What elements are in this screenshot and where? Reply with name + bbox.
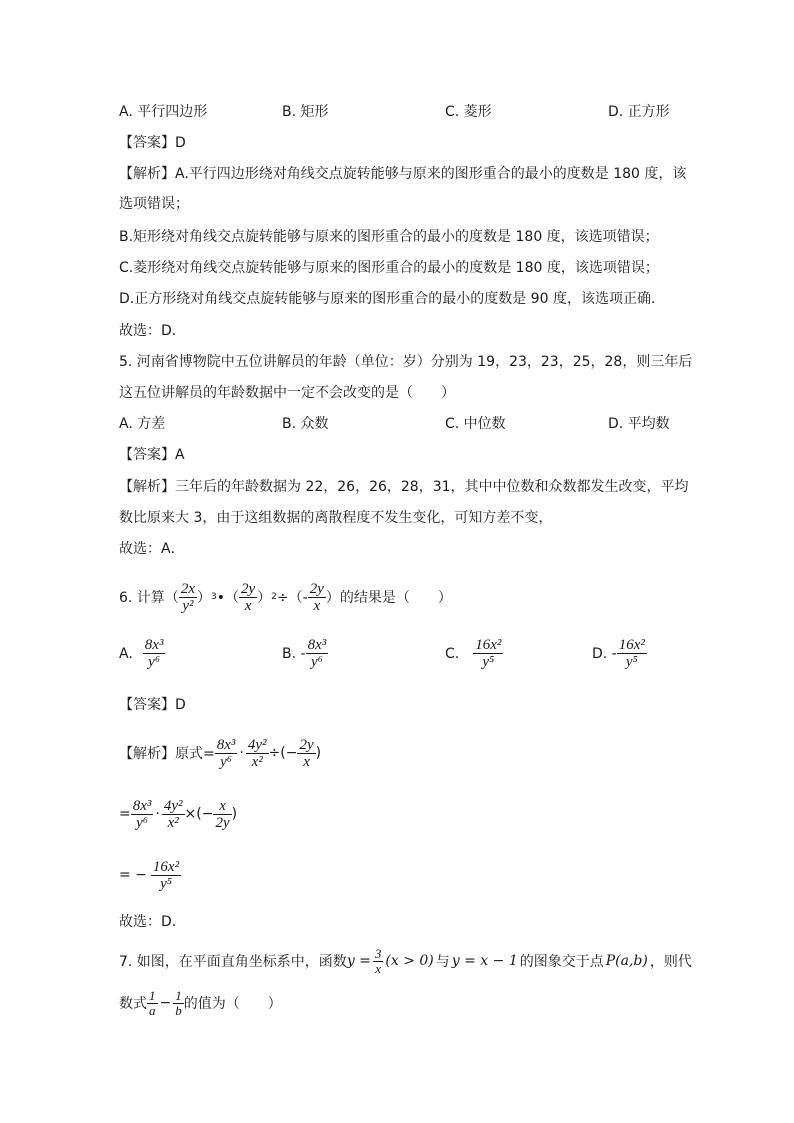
q5-stem-line-1: 5. 河南省博物院中五位讲解员的年龄（单位：岁）分别为 19，23，23，25，28，则三年后 (119, 354, 693, 370)
q4-option-d: D. 正方形 (608, 104, 670, 120)
q7-func1-fraction (373, 947, 384, 976)
q6-s2-frac3-den: 2y (215, 814, 230, 831)
q6-s1-frac3 (297, 737, 315, 770)
q5-choose: 故选：A． (119, 541, 185, 557)
q6-s2-frac1 (131, 798, 154, 831)
q7-stem-end: ，则代 (649, 954, 692, 970)
q6-option-a-num: 8x³ (144, 637, 164, 653)
q5-option-a: A. 方差 (119, 416, 166, 432)
q6-option-c-num: 16x² (475, 637, 502, 653)
q6-frac2-num: 2y (240, 580, 256, 597)
q7-func1-lhs: y = (346, 953, 371, 969)
q6-analysis-step-3 (119, 854, 181, 896)
q7-stem-2-suffix: 的值为（ ） (183, 996, 282, 1012)
q6-option-c-fraction (473, 637, 503, 670)
q6-stem-exponent-2: 2 (271, 592, 277, 602)
q6-option-a-fraction (143, 637, 166, 670)
q4-analysis-line-1: 【解析】A.平行四边形绕对角线交点旋转能够与原来的图形重合的最小的度数是 180 度，该 (119, 166, 687, 182)
q6-option-d-den: y⁵ (625, 654, 638, 670)
q6-answer: 【答案】D (119, 697, 186, 713)
q7-stem-line-2 (119, 982, 282, 1024)
q6-option-a (119, 637, 165, 670)
q6-s2-close: ) (231, 806, 238, 822)
q6-s1-frac1-num: 8x³ (216, 736, 236, 753)
q6-s2-frac2-den: x² (167, 814, 179, 831)
q6-s2-eq: = (119, 806, 131, 822)
q6-frac1-den: y² (182, 597, 194, 614)
q4-answer: 【答案】D (119, 135, 186, 151)
q6-s2-frac2-num: 4y² (163, 797, 183, 814)
q6-analysis-label: 【解析】原式= (119, 746, 215, 762)
q7-func1-condition: (x > 0) (385, 953, 434, 969)
q5-option-b: B. 众数 (282, 416, 329, 432)
q6-option-b-fraction (306, 637, 329, 670)
q7-expr-frac-1 (147, 989, 158, 1018)
q6-s1-frac1-den: y⁶ (220, 753, 232, 770)
q7-expr-frac-1-num: 1 (149, 987, 156, 1003)
q6-s2-frac3-num: x (213, 798, 231, 815)
q6-stem-fraction-1 (179, 581, 197, 614)
q6-stem (119, 576, 452, 618)
q5-analysis-line-2: 数比原来大 3，由于这组数据的离散程度不发生变化，可知方差不变， (119, 510, 553, 526)
q6-s3-frac-den: y⁵ (160, 875, 172, 892)
q6-stem-fraction-2 (239, 581, 257, 614)
q6-s1-frac2 (246, 737, 269, 770)
q7-expr-frac-2-num: 1 (175, 987, 182, 1003)
q7-func1-num: 3 (374, 945, 382, 961)
q7-stem-prefix: 7. 如图，在平面直角坐标系中，函数 (119, 954, 347, 970)
q6-option-d-fraction (617, 637, 647, 670)
q6-stem-prefix: 6. 计算（ (119, 590, 179, 606)
q6-option-c-den: y⁵ (482, 654, 495, 670)
q6-stem-exponent-1: 3 (210, 592, 217, 602)
q7-func1-den: x (375, 960, 382, 976)
q6-s2-frac3 (213, 798, 231, 831)
q6-option-a-den: y⁶ (148, 654, 161, 670)
q6-s2-frac2 (162, 798, 185, 831)
q6-option-b-num: 8x³ (307, 637, 327, 653)
q5-answer: 【答案】A (119, 447, 185, 463)
q4-analysis-line-3: C.菱形绕对角线交点旋转能够与原来的图形重合的最小的度数是 180 度，该选项错误； (119, 260, 659, 276)
q6-option-d (592, 637, 647, 670)
q6-s1-frac2-num: 4y² (247, 736, 267, 753)
q6-analysis-step-2: = $\frac{\text{8x³}}{\text{y⁶}}$ · $\frac{\text{4y²}}{\text{x²}}$ ×(− $\frac{x}{2y}$ ) (119, 797, 238, 831)
q6-s3-frac (151, 859, 181, 892)
q6-s3-eq: = − (119, 867, 147, 883)
q6-stem-dot: •（ (216, 590, 239, 606)
q7-expr-frac-2-den: b (175, 1002, 182, 1018)
q6-s1-frac1 (215, 737, 238, 770)
q4-choose: 故选：D． (119, 323, 186, 339)
q7-stem-suffix: 的图象交于点 (519, 954, 604, 970)
q6-stem-close-1: ） (196, 590, 211, 606)
q6-s1-frac2-den: x² (251, 753, 263, 770)
q6-option-b-label: B. - (282, 645, 306, 662)
q5-option-c: C. 中位数 (445, 416, 506, 432)
q7-mid: 与 (435, 954, 450, 970)
q6-choose: 故选：D． (119, 914, 186, 930)
q6-option-d-num: 16x² (618, 637, 645, 653)
q6-option-c-label: C. (445, 645, 460, 662)
q6-s1-close: ) (315, 745, 322, 761)
q7-point: P(a,b) (605, 953, 648, 969)
q7-expr-minus: − (159, 995, 172, 1011)
q6-s2-op: ×(− (184, 806, 214, 822)
q6-stem-div: ÷（- (276, 590, 308, 606)
q6-s1-op: ÷(− (268, 745, 298, 761)
q4-option-c: C. 菱形 (445, 104, 492, 120)
q6-frac2-den: x (244, 597, 252, 614)
q4-option-a: A. 平行四边形 (119, 104, 208, 120)
q7-expr-frac-2 (173, 989, 184, 1018)
q7-stem-2-prefix: 数式 (119, 996, 147, 1012)
q4-analysis-line-4: D.正方形绕对角线交点旋转能够与原来的图形重合的最小的度数是 90 度，该选项正确． (119, 291, 665, 307)
q4-analysis-line-1b: 选项错误； (119, 196, 189, 212)
q5-option-d: D. 平均数 (608, 416, 670, 432)
q4-option-b: B. 矩形 (282, 104, 329, 120)
q6-option-c (445, 637, 503, 670)
q6-stem-close-2: ） (257, 590, 272, 606)
q6-option-a-label: A. (119, 645, 133, 662)
q4-analysis-line-2: B.矩形绕对角线交点旋转能够与原来的图形重合的最小的度数是 180 度，该选项错误； (119, 229, 659, 245)
q5-stem-line-2: 这五位讲解员的年龄数据中一定不会改变的是（ ） (119, 385, 455, 401)
q6-s1-frac3-den: x (303, 753, 310, 770)
q6-s3-frac-num: 16x² (152, 858, 180, 875)
q6-s1-frac3-num: 2y (299, 736, 314, 753)
q6-frac3-num: 2y (309, 580, 324, 597)
q6-frac1-num: 2x (180, 580, 195, 597)
q6-s2-frac1-den: y⁶ (136, 814, 148, 831)
q7-expr-frac-1-den: a (149, 1002, 156, 1018)
q6-option-d-label: D. - (592, 645, 617, 662)
q6-frac3-den: x (313, 597, 321, 614)
q6-option-b-den: y⁶ (310, 654, 323, 670)
q6-s2-frac1-num: 8x³ (132, 797, 152, 814)
q6-stem-suffix: ）的结果是（ ） (325, 590, 452, 606)
q5-analysis-line-1: 【解析】三年后的年龄数据为 22，26，26，28，31，其中中位数和众数都发生改变，平均 (119, 479, 689, 495)
q7-func2: y = x − 1 (451, 953, 518, 969)
q6-analysis-step-1: 【解析】原式= $\frac{\text{8x³}}{\text{y⁶}}$ · $\frac{\text{4y²}}{\text{x²}}$ ÷(− $\frac{2y}{x}$ ) (119, 736, 322, 770)
q6-option-b (282, 637, 328, 670)
q6-stem-fraction-3 (308, 581, 326, 614)
q7-stem-line-1 (119, 940, 692, 982)
